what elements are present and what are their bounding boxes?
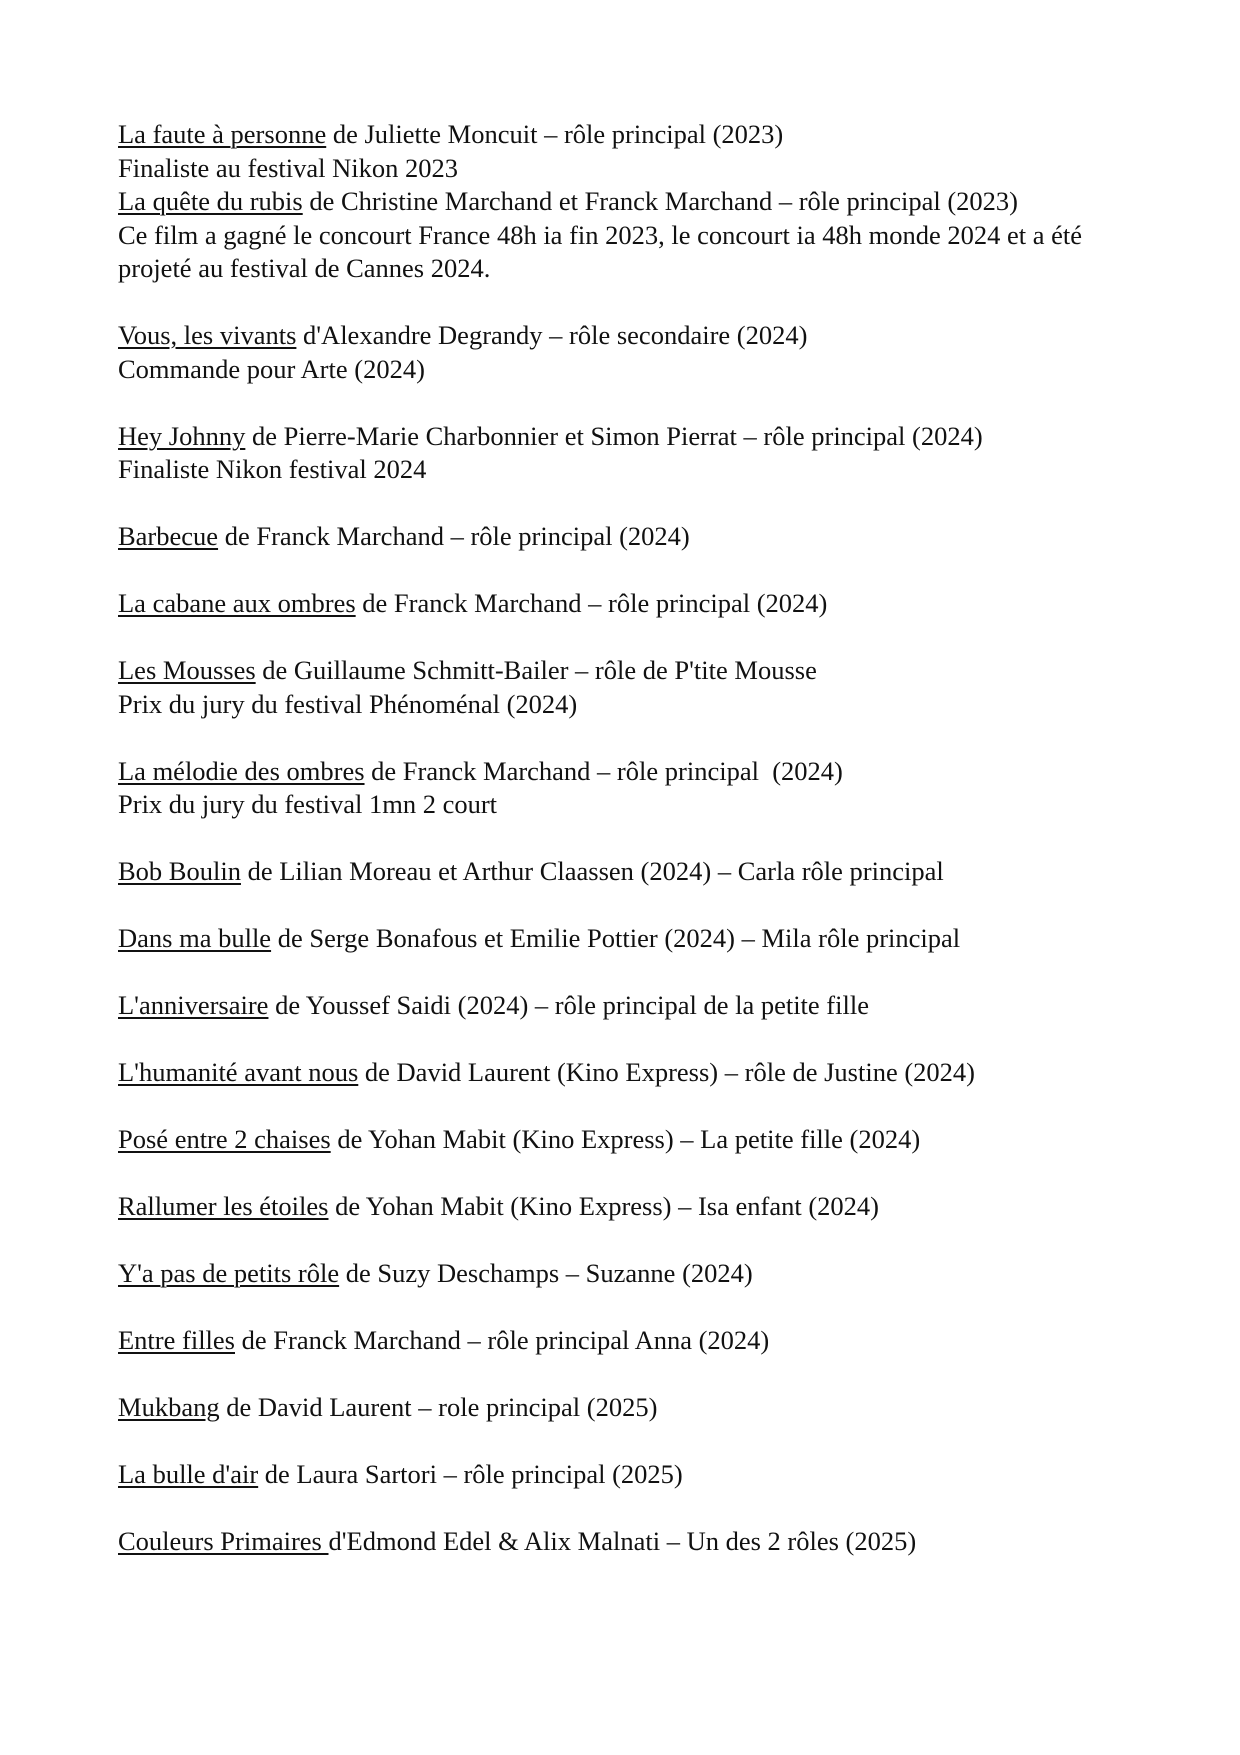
film-note: Finaliste au festival Nikon 2023	[118, 152, 459, 183]
film-note: Prix du jury du festival Phénoménal (2024)	[118, 688, 578, 719]
film-credit: de Guillaume Schmitt-Bailer – rôle de P'tite Mousse	[255, 655, 817, 685]
entry-heading-line	[118, 654, 1128, 688]
film-title: La cabane aux ombres	[118, 588, 356, 618]
filmography-entry	[118, 922, 1128, 956]
film-title: L'anniversaire	[118, 990, 269, 1020]
film-note: Finaliste Nikon festival 2024	[118, 454, 427, 484]
film-credit: de Yohan Mabit (Kino Express) – La petite fille (2024)	[330, 1124, 921, 1154]
film-title: Rallumer les étoiles	[118, 1191, 329, 1221]
entry-heading-line	[118, 420, 1128, 454]
filmography-entry	[118, 1525, 1128, 1559]
entry-heading-line	[118, 922, 1128, 956]
entry-heading-line	[118, 1458, 1128, 1492]
filmography-entry	[118, 587, 1128, 621]
filmography-entry	[118, 520, 1128, 554]
film-credit: d'Edmond Edel & Alix Malnati – Un des 2 rôles (2025)	[328, 1526, 917, 1556]
film-title: Entre filles	[118, 1325, 235, 1355]
entry-heading-line	[118, 855, 1128, 889]
film-credit: de Serge Bonafous et Emilie Pottier (2024) – Mila rôle principal	[271, 923, 961, 953]
film-credit: de Yohan Mabit (Kino Express) – Isa enfant (2024)	[328, 1191, 879, 1221]
filmography-entry	[118, 1257, 1128, 1291]
film-credit: d'Alexandre Degrandy – rôle secondaire (2024)	[296, 320, 808, 350]
film-title: Les Mousses	[118, 655, 256, 685]
film-title: Posé entre 2 chaises	[118, 1124, 331, 1154]
film-title: Y'a pas de petits rôle	[118, 1258, 340, 1288]
film-credit: de Franck Marchand – rôle principal (2024)	[355, 588, 828, 618]
filmography-entry	[118, 855, 1128, 889]
film-note: Ce film a gagné le concourt France 48h ia fin 2023, le concourt ia 48h monde 2024 et a été projeté au festival de Cannes 2024.	[118, 219, 1082, 283]
film-title: Hey Johnny	[118, 420, 246, 451]
filmography-list	[118, 118, 1128, 1559]
entry-heading-line	[118, 755, 1128, 789]
film-credit: de Franck Marchand – rôle principal Anna (2024)	[235, 1325, 770, 1355]
filmography-entry	[118, 1324, 1128, 1358]
film-title: L'humanité avant nous	[118, 1057, 359, 1087]
filmography-entry	[118, 1056, 1128, 1090]
entry-heading-line	[118, 1525, 1128, 1559]
entry-heading-line	[118, 1190, 1128, 1224]
film-title: Couleurs Primaires	[118, 1526, 329, 1556]
film-credit: de David Laurent – role principal (2025)	[219, 1392, 658, 1422]
film-credit: de Franck Marchand – rôle principal (2024)	[218, 521, 690, 551]
film-title: Dans ma bulle	[118, 923, 272, 953]
filmography-entry	[118, 1458, 1128, 1492]
entry-heading-line	[118, 185, 1128, 219]
film-note: Prix du jury du festival 1mn 2 court	[118, 789, 498, 819]
entry-heading-line	[118, 118, 1128, 152]
entry-heading-line	[118, 1324, 1128, 1358]
film-credit: de Pierre-Marie Charbonnier et Simon Pierrat – rôle principal (2024)	[245, 420, 983, 451]
film-title: La faute à personne	[118, 119, 327, 149]
entry-heading-line	[118, 587, 1128, 621]
film-credit: de Suzy Deschamps – Suzanne (2024)	[339, 1258, 753, 1288]
filmography-entry	[118, 420, 1128, 487]
film-title: La bulle d'air	[118, 1459, 259, 1489]
entry-heading-line	[118, 1056, 1128, 1090]
entry-heading-line	[118, 520, 1128, 554]
film-title: La mélodie des ombres	[118, 755, 365, 786]
filmography-entry	[118, 989, 1128, 1023]
entry-heading-line	[118, 319, 1128, 353]
film-credit: de Juliette Moncuit – rôle principal (2023)	[326, 119, 784, 149]
film-title: Vous, les vivants	[118, 320, 297, 350]
filmography-entry	[118, 1391, 1128, 1425]
entry-heading-line	[118, 1391, 1128, 1425]
film-credit: de Youssef Saidi (2024) – rôle principal de la petite fille	[268, 990, 869, 1020]
filmography-entry	[118, 118, 1128, 286]
film-credit: de Laura Sartori – rôle principal (2025)	[258, 1459, 683, 1489]
filmography-entry	[118, 319, 1128, 386]
filmography-entry	[118, 654, 1128, 721]
film-title: La quête du rubis	[118, 186, 303, 216]
entry-heading-line	[118, 989, 1128, 1023]
filmography-entry	[118, 1123, 1128, 1157]
film-credit: de Christine Marchand et Franck Marchand – rôle principal (2023)	[302, 186, 1018, 216]
entry-heading-line	[118, 1123, 1128, 1157]
film-note: Commande pour Arte (2024)	[118, 353, 425, 384]
film-title: Mukbang	[118, 1392, 220, 1422]
film-credit: de David Laurent (Kino Express) – rôle de Justine (2024)	[358, 1057, 975, 1087]
entry-heading-line	[118, 1257, 1128, 1291]
film-credit: de Franck Marchand – rôle principal (2024)	[364, 755, 843, 786]
filmography-entry	[118, 755, 1128, 822]
film-credit: de Lilian Moreau et Arthur Claassen (2024) – Carla rôle principal	[240, 856, 944, 886]
filmography-entry	[118, 1190, 1128, 1224]
film-title: Bob Boulin	[118, 856, 241, 886]
film-title: Barbecue	[118, 521, 219, 551]
